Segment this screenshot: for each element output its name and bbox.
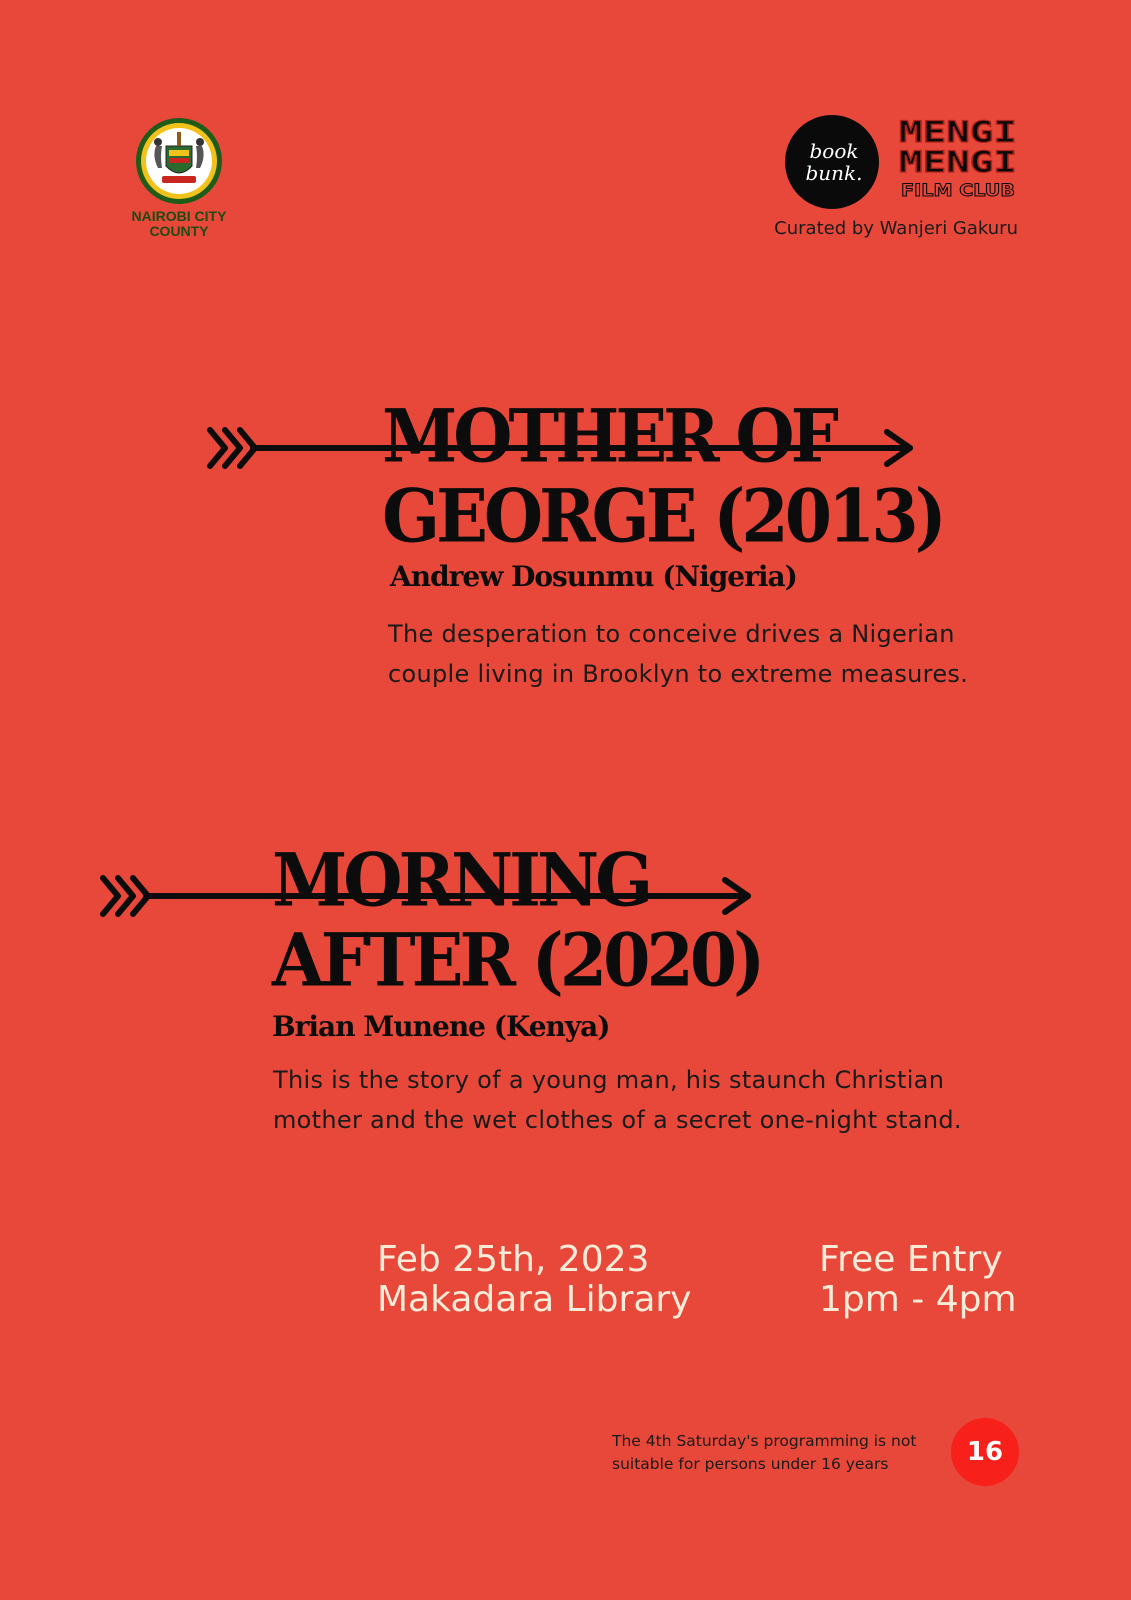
film-synopsis-line: This is the story of a young man, his staunch Christian (273, 1066, 945, 1094)
mengi-mengi-logo (898, 112, 1018, 204)
bookbunk-logo-line1: book (809, 139, 859, 163)
nairobi-county-seal (134, 116, 224, 206)
film-title: MOTHER OF (382, 393, 835, 480)
event-entry: Free Entry (819, 1239, 1003, 1280)
seal-emblem-icon (134, 116, 224, 206)
bookbunk-logo-line2: bunk. (805, 161, 863, 185)
event-venue: Makadara Library (377, 1279, 692, 1320)
mengi-logo-line3: FILM CLUB (901, 181, 1015, 201)
mengi-logo-line1: MENGI (899, 115, 1017, 149)
film-director: Brian Munene (Kenya) (272, 1010, 610, 1043)
mengi-logo-line2: MENGI (899, 145, 1017, 179)
event-date: Feb 25th, 2023 (377, 1239, 650, 1280)
mengi-film-club-logo-icon (898, 112, 1018, 204)
film-synopsis-line: couple living in Brooklyn to extreme measures. (388, 660, 969, 688)
county-name: NAIROBI CITY COUNTY (131, 208, 227, 239)
film-title: AFTER (2020) (272, 917, 762, 1004)
film-director: Andrew Dosunmu (Nigeria) (390, 560, 797, 593)
film-title: MORNING (272, 837, 650, 924)
curator-credit: Curated by Wanjeri Gakuru (774, 218, 1018, 239)
bookbunk-logo-icon (784, 114, 880, 210)
event-time: 1pm - 4pm (819, 1279, 1017, 1320)
film-synopsis-line: mother and the wet clothes of a secret one-night stand. (273, 1106, 962, 1134)
age-rating-badge: 16 (951, 1418, 1019, 1486)
age-restriction-note: The 4th Saturday's programming is not suitable for persons under 16 years (612, 1432, 917, 1473)
film-synopsis-line: The desperation to conceive drives a Nigerian (388, 620, 955, 648)
bookbunk-logo (784, 114, 880, 210)
film-title: GEORGE (2013) (382, 473, 943, 560)
